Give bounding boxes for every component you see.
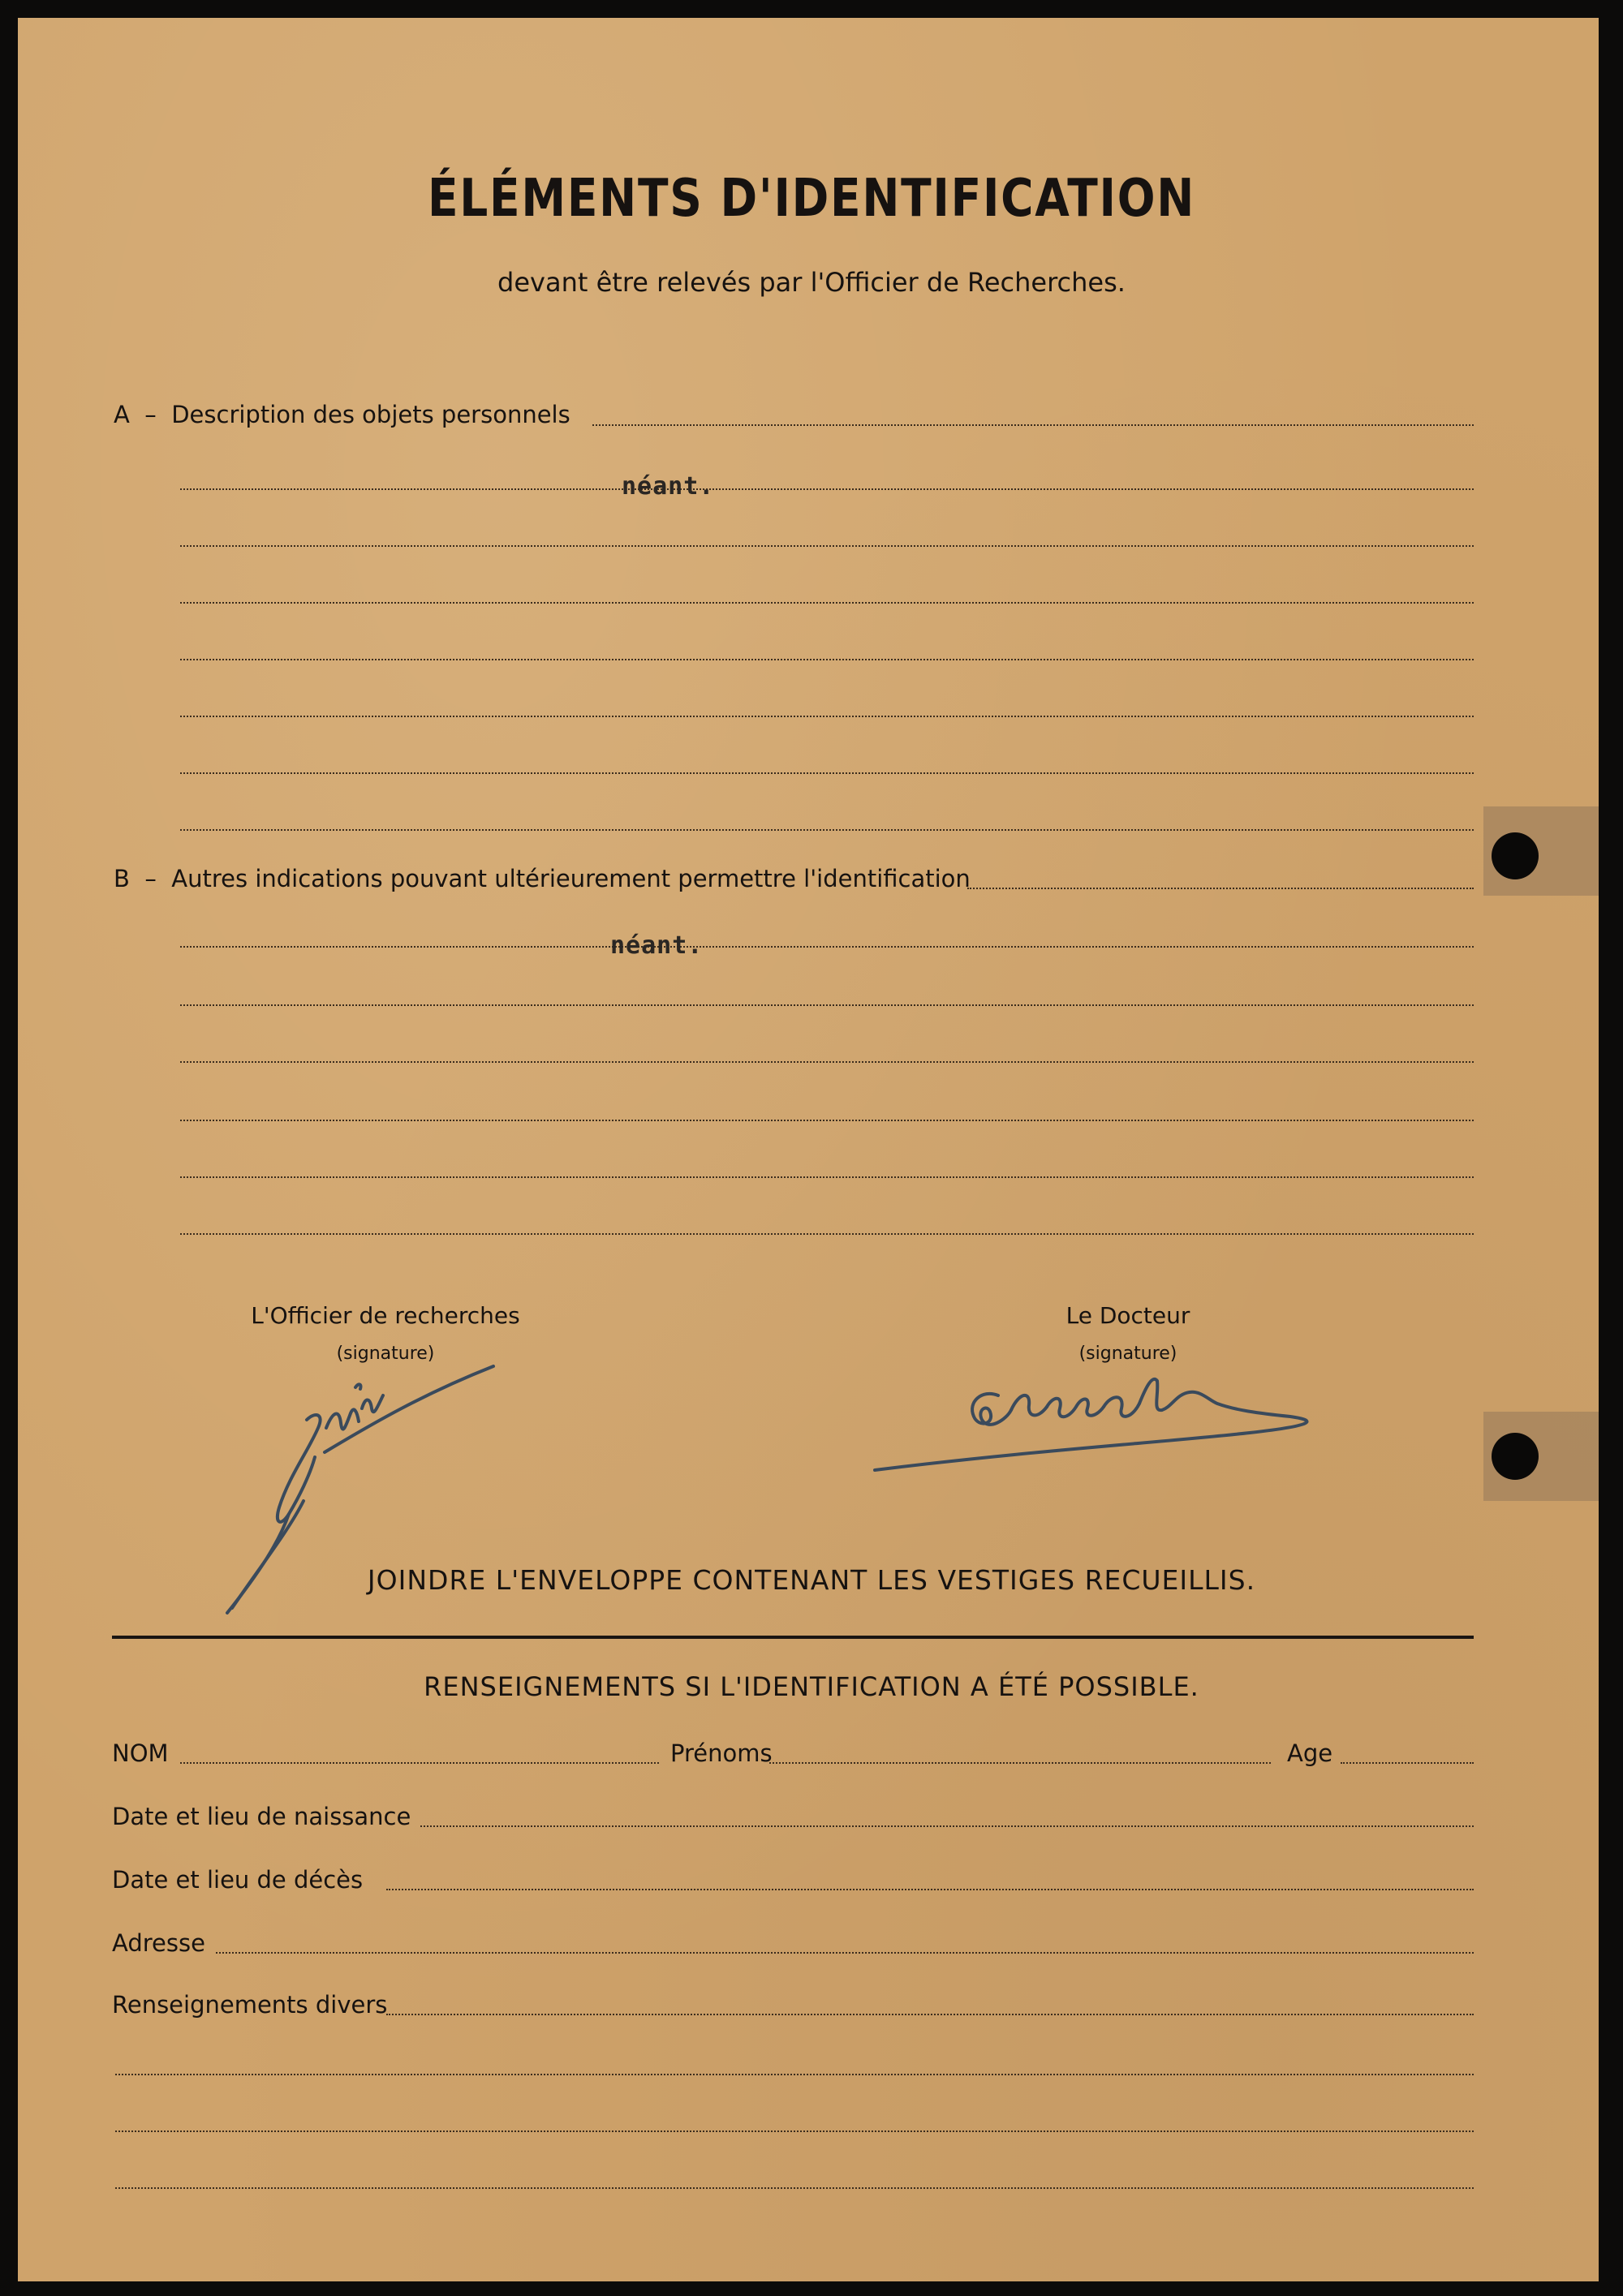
section-a-line[interactable] — [180, 659, 1474, 660]
divers-field[interactable] — [115, 2130, 1474, 2132]
divers-label: Renseignements divers — [112, 1991, 388, 2019]
faint-stamp — [1217, 130, 1223, 150]
section-a-line[interactable] — [180, 488, 1474, 490]
section-b-line[interactable] — [180, 1004, 1474, 1006]
section-a-line[interactable] — [180, 829, 1474, 831]
punch-hole — [1492, 832, 1539, 879]
page-title: ÉLÉMENTS D'IDENTIFICATION — [427, 169, 1196, 229]
adresse-label: Adresse — [112, 1929, 205, 1957]
info-heading: RENSEIGNEMENTS SI L'IDENTIFICATION A ÉTÉ POSSIBLE. — [424, 1671, 1199, 1702]
divers-field[interactable] — [115, 2187, 1474, 2189]
page-subtitle: devant être relevés par l'Officier de Recherches. — [497, 267, 1126, 298]
notice-text: JOINDRE L'ENVELOPPE CONTENANT LES VESTIGES RECUEILLIS. — [367, 1564, 1256, 1596]
section-b-label: B – Autres indications pouvant ultérieurement permettre l'identification — [114, 865, 971, 892]
section-b-line[interactable] — [180, 1061, 1474, 1063]
section-a-line[interactable] — [180, 602, 1474, 604]
section-b-letter: B — [114, 865, 130, 892]
form-page — [18, 18, 1599, 2281]
section-b-entry: néant. — [610, 931, 704, 960]
section-b-line[interactable] — [967, 888, 1474, 889]
deces-label: Date et lieu de décès — [112, 1866, 364, 1894]
deces-field[interactable] — [386, 1889, 1474, 1890]
section-b-line[interactable] — [180, 946, 1474, 948]
section-a-line[interactable] — [592, 424, 1474, 426]
naissance-label: Date et lieu de naissance — [112, 1803, 411, 1830]
section-a-line[interactable] — [180, 772, 1474, 774]
section-a-text: Description des objets personnels — [171, 401, 570, 428]
officer-signature-note: (signature) — [336, 1344, 435, 1364]
adresse-field[interactable] — [216, 1952, 1474, 1954]
section-divider — [112, 1636, 1474, 1639]
divers-field[interactable] — [386, 2014, 1474, 2015]
prenoms-label: Prénoms — [670, 1739, 773, 1767]
punch-hole — [1492, 1433, 1539, 1480]
age-label: Age — [1287, 1739, 1333, 1767]
doctor-signature-note: (signature) — [1078, 1344, 1177, 1364]
section-b-line[interactable] — [180, 1233, 1474, 1235]
divers-field[interactable] — [115, 2074, 1474, 2075]
nom-field[interactable] — [180, 1762, 659, 1764]
section-a-line[interactable] — [180, 545, 1474, 547]
section-a-entry: néant. — [622, 472, 715, 501]
doctor-signature — [868, 1363, 1388, 1485]
section-a-letter: A — [114, 401, 130, 428]
officer-signature-title: L'Officier de recherches — [251, 1302, 520, 1329]
nom-label: NOM — [112, 1739, 169, 1767]
prenoms-field[interactable] — [769, 1762, 1271, 1764]
section-b-line[interactable] — [180, 1120, 1474, 1121]
naissance-field[interactable] — [420, 1825, 1474, 1827]
section-a-line[interactable] — [180, 716, 1474, 717]
section-b-line[interactable] — [180, 1176, 1474, 1178]
section-a-label: A – Description des objets personnels — [114, 401, 570, 428]
section-b-text: Autres indications pouvant ultérieurement permettre l'identification — [171, 865, 971, 892]
age-field[interactable] — [1341, 1762, 1474, 1764]
doctor-signature-title: Le Docteur — [1065, 1302, 1190, 1329]
